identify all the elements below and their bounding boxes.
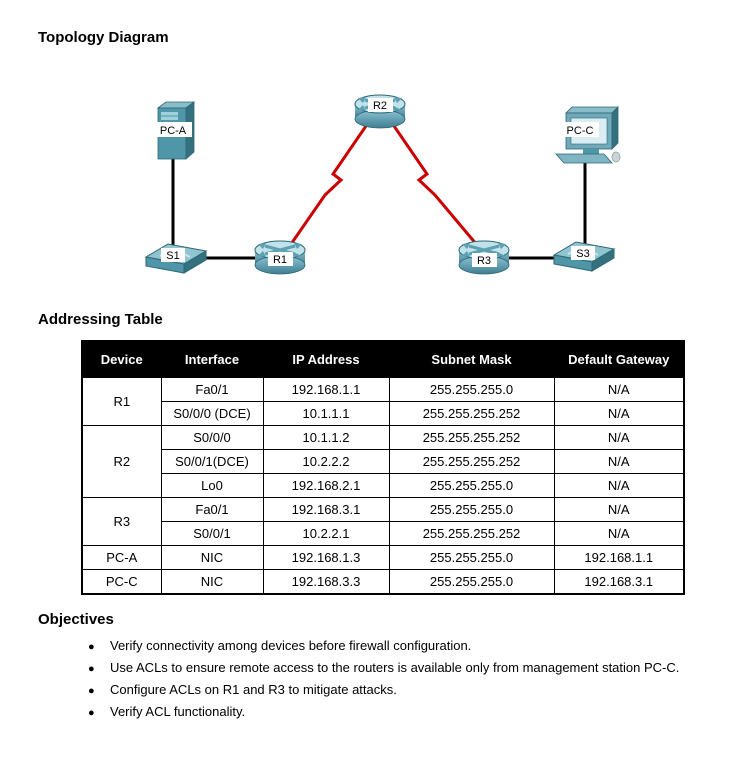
device-label: PC-C xyxy=(566,125,594,137)
table-row: PC-A NIC 192.168.1.3 255.255.255.0 192.168.1.1 xyxy=(82,546,684,570)
objective-text: Configure ACLs on R1 and R3 to mitigate attacks. xyxy=(110,682,397,697)
bullet-icon: ● xyxy=(88,707,95,719)
col-header-mask: Subnet Mask xyxy=(389,341,554,378)
objective-item xyxy=(88,704,718,719)
table-row: R2 S0/0/0 10.1.1.2 255.255.255.252 N/A xyxy=(82,426,684,450)
table-row: Lo0 192.168.2.1 255.255.255.0 N/A xyxy=(82,474,684,498)
objective-item xyxy=(88,682,718,697)
device-pc-c xyxy=(556,107,620,163)
bullet-icon: ● xyxy=(88,663,95,675)
col-header-gateway: Default Gateway xyxy=(554,341,684,378)
device-r1 xyxy=(255,241,305,274)
addressing-table-title: Addressing Table xyxy=(38,311,163,328)
device-label: S3 xyxy=(576,248,590,260)
table-row: PC-C NIC 192.168.3.3 255.255.255.0 192.168.3.1 xyxy=(82,570,684,595)
table-row: S0/0/0 (DCE) 10.1.1.1 255.255.255.252 N/A xyxy=(82,402,684,426)
device-cell: PC-C xyxy=(82,570,161,595)
col-header-device: Device xyxy=(82,341,161,378)
link-r1-r2-serial xyxy=(289,126,366,247)
table-row: S0/0/1(DCE) 10.2.2.2 255.255.255.252 N/A xyxy=(82,450,684,474)
objective-text: Verify ACL functionality. xyxy=(110,704,246,719)
topology-links xyxy=(173,126,585,258)
bullet-icon: ● xyxy=(88,685,95,697)
device-label: R3 xyxy=(476,255,492,267)
table-row: R3 Fa0/1 192.168.3.1 255.255.255.0 N/A xyxy=(82,498,684,522)
device-cell: R1 xyxy=(82,378,161,426)
objectives-list xyxy=(88,638,718,726)
objective-text: Use ACLs to ensure remote access to the routers is available only from management station PC-C. xyxy=(110,660,680,675)
device-s3 xyxy=(554,242,614,271)
table-row: R1 Fa0/1 192.168.1.1 255.255.255.0 N/A xyxy=(82,378,684,402)
topology-diagram xyxy=(0,0,730,310)
device-pc-a xyxy=(155,102,194,159)
link-r2-r3-serial xyxy=(394,126,477,245)
device-cell: PC-A xyxy=(82,546,161,570)
device-label: R2 xyxy=(372,100,388,112)
topology-diagram-title: Topology Diagram xyxy=(38,29,169,46)
bullet-icon: ● xyxy=(88,641,95,653)
device-s1 xyxy=(146,244,206,273)
col-header-interface: Interface xyxy=(161,341,263,378)
table-row: S0/0/1 10.2.2.1 255.255.255.252 N/A xyxy=(82,522,684,546)
objective-item xyxy=(88,638,718,653)
objectives-title: Objectives xyxy=(38,611,114,628)
device-label: PC-A xyxy=(159,125,187,137)
device-cell: R3 xyxy=(82,498,161,546)
objective-item xyxy=(88,660,718,675)
device-r2 xyxy=(355,95,405,128)
device-r3 xyxy=(459,241,509,274)
device-label: R1 xyxy=(272,254,288,266)
col-header-ip: IP Address xyxy=(263,341,389,378)
table-header-row xyxy=(82,341,684,378)
device-label: S1 xyxy=(166,250,180,262)
objective-text: Verify connectivity among devices before firewall configuration. xyxy=(110,638,472,653)
addressing-table xyxy=(81,340,685,595)
device-cell: R2 xyxy=(82,426,161,498)
